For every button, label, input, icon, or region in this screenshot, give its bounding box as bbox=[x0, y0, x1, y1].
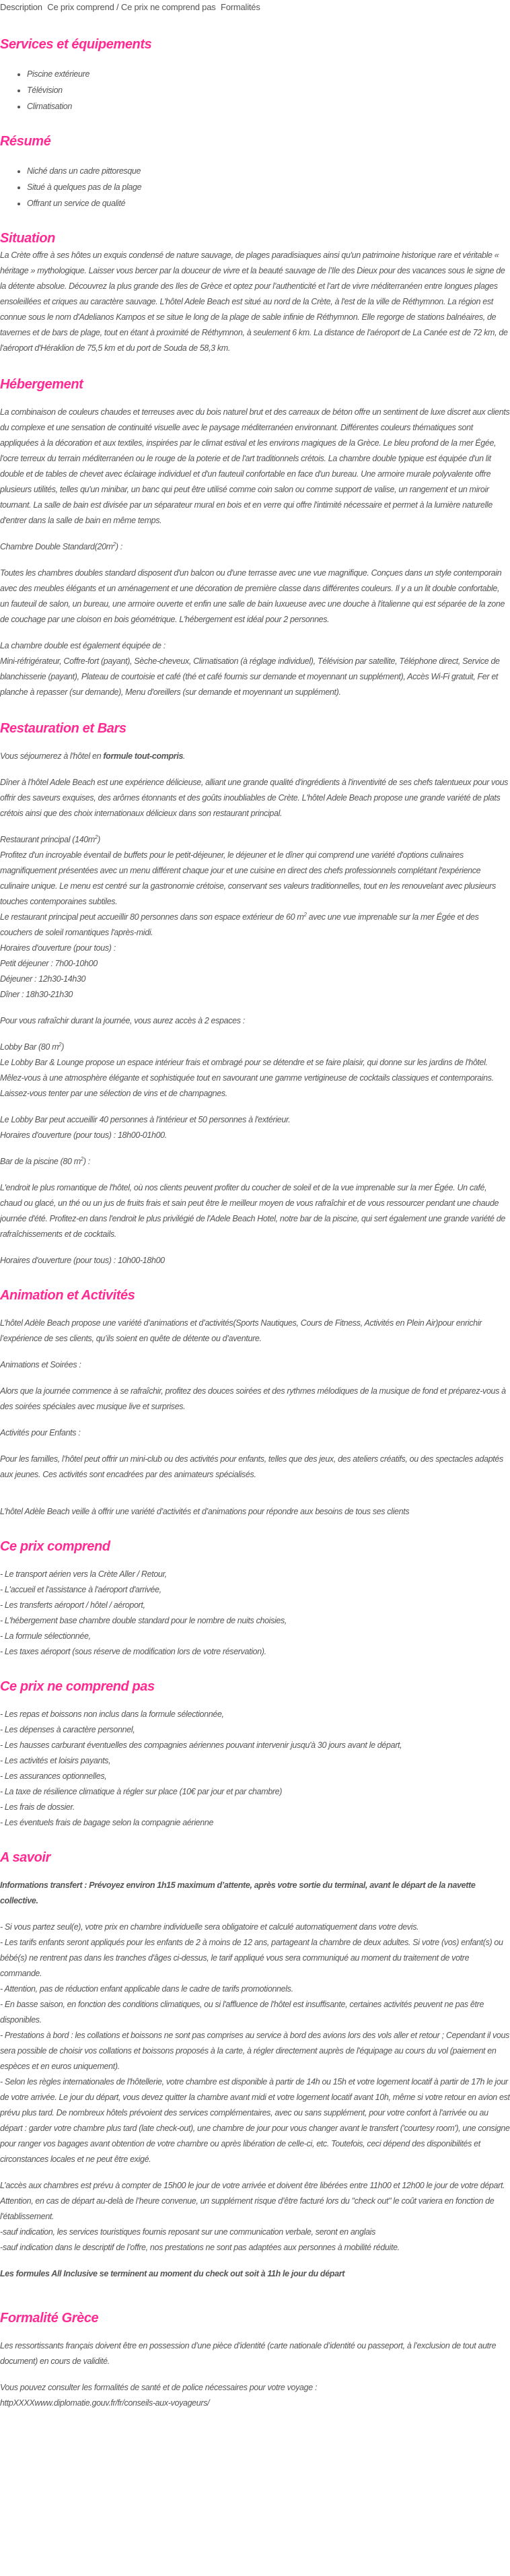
list-item: - Les frais de dossier. bbox=[0, 1802, 75, 1812]
list-item: • Situé à quelques pas de la plage bbox=[27, 179, 510, 195]
list-item: - La taxe de résilience climatique à régler sur place (10€ par jour et par chambre) bbox=[0, 1787, 283, 1796]
section-title-hebergement: Hébergement bbox=[0, 377, 83, 392]
list-item: - Les repas et boissons non inclus dans la formule sélectionnée, bbox=[0, 1709, 224, 1719]
section-ne-comprend bbox=[0, 1677, 510, 1831]
pool-title: Bar de la piscine (80 $m^2$) : bbox=[0, 1155, 90, 1166]
transfer-info: Informations transfert : Prévoyez environ 1h15 maximum d’attente, après votre sortie du terminal, avant le départ de la navette collective. bbox=[0, 1880, 476, 1905]
list-item: - Les éventuels frais de bagage selon la compagnie aérienne bbox=[0, 1818, 214, 1827]
access-item: -sauf indication, les services touristiques fournis reposant sur une communication verbale, seront en anglais bbox=[0, 2227, 375, 2237]
room-title: Chambre Double $Standard(20m^2)$ : bbox=[0, 541, 122, 551]
tab-formalites[interactable]: Formalités bbox=[220, 2, 260, 12]
section-title-resume: Résumé bbox=[0, 134, 51, 149]
section-restauration bbox=[0, 719, 510, 1268]
resume-list bbox=[0, 163, 510, 211]
animation-outro: L’hôtel Adèle Beach veille à offrir une variété d’activités et d’animations pour répondre aux besoins de tous ses clients bbox=[0, 1507, 410, 1516]
hours-lunch: Déjeuner : 12h30-14h30 bbox=[0, 974, 86, 984]
lobby-title: Lobby Bar (80 $m^2$) bbox=[0, 1041, 65, 1052]
equip-text: Mini-réfrigérateur, Coffre-fort (payant), Sèche-cheveux, Climatisation (à réglage individuel), Télévision par satellite, Téléphone direct, Service de blanchisserie (payant), Plateau de courtoisie et café (thé et café fournis sur demande et moyennant un supplément), Accès Wi-Fi gratuit, Fer et planche à repasser (sur demande), Menu d'oreillers (sur demande et moyennant un supplément). bbox=[0, 656, 500, 697]
soirees-label: Animations et Soirées : bbox=[0, 1360, 81, 1369]
formula-text: Vous séjournerez à l'hôtel en formule tout-compris. bbox=[0, 751, 186, 761]
formalite-text: Les ressortissants français doivent être en possession d’une pièce d’identité (carte nationale d’identité ou passeport, à l’exclusion de tout autre document) en cours de validité. bbox=[0, 2341, 497, 2366]
list-item: • Niché dans un cadre pittoresque bbox=[27, 163, 510, 179]
section-a-savoir bbox=[0, 1848, 510, 2282]
section-resume bbox=[0, 132, 510, 211]
hours-breakfast: Petit déjeuner : 7h00-10h00 bbox=[0, 959, 98, 968]
restauration-intro: Dîner à l'hôtel Adele Beach est une expérience délicieuse, alliant une grande qualité d'ingrédients à l'inventivité de ses chefs talentueux pour vous offrir des saveurs exquises, des arômes étonnants et des goûts inoubliables de Crète. L'hôtel Adele Beach propose une grande variété de plats crétois ainsi que des choix internationaux délicieux dans son restaurant principal. bbox=[0, 778, 509, 818]
pool-text: L'endroit le plus romantique de l'hôtel, où nos clients peuvent profiter du coucher de soleil et de la vue imprenable sur la mer Égée. Un café, chaud ou glacé, un thé ou un jus de fruits frais et sain peut être le meilleur moyen de vous rafraîchir et de vous ressourcer pendant une chaude journée d'été. Profitez-en dans l'endroit le plus privilégié de l'Adele Beach Hotel, notre bar de la piscine, qui sert également une grande variété de rafraîchissements et de cocktails. bbox=[0, 1183, 505, 1239]
section-title-ne-comprend: Ce prix ne comprend pas bbox=[0, 1679, 155, 1694]
list-item: - La formule sélectionnée, bbox=[0, 1631, 91, 1641]
section-title-animation: Animation et Activités bbox=[0, 1288, 135, 1303]
refresh-text: Pour vous rafraîchir durant la journée, vous aurez accès à 2 espaces : bbox=[0, 1016, 245, 1025]
note-item: - Les tarifs enfants seront appliqués pour les enfants de 2 à moins de 12 ans, partageant la chambre de deux adultes. Si votre (vos) enfant(s) ou bébé(s) ne rentrent pas dans les tranches d'âges ci-dessus, le tarif appliqué vous sera communiqué au moment du traitement de votre commande. bbox=[0, 1938, 503, 1978]
section-title-situation: Situation bbox=[0, 231, 55, 246]
formalite-link[interactable]: httpXXXXwww.diplomatie.gouv.fr/fr/conseils-aux-voyageurs/ bbox=[0, 2398, 210, 2408]
list-item: - L'hébergement base chambre double standard pour le nombre de nuits choisies, bbox=[0, 1616, 287, 1625]
section-title-comprend: Ce prix comprend bbox=[0, 1539, 110, 1554]
enfants-text: Pour les familles, l’hôtel peut offrir un mini-club ou des activités pour enfants, telles que des jeux, des ateliers créatifs, ou des spectacles adaptés aux jeunes. Ces activités sont encadrées par des animateurs spécialisés. bbox=[0, 1454, 503, 1479]
formalite-consult: Vous pouvez consulter les formalités de santé et de police nécessaires pour votre voyage : bbox=[0, 2383, 318, 2392]
tab-description[interactable]: Description bbox=[0, 2, 42, 12]
note-item: - Attention, pas de réduction enfant applicable dans le cadre de tarifs promotionnels. bbox=[0, 1984, 293, 1994]
pool-hours: Horaires d'ouverture (pour tous) : 10h00-18h00 bbox=[0, 1256, 165, 1265]
main-restaurant-title: Restaurant principal $(140m^2)$ bbox=[0, 834, 100, 844]
tab-prix[interactable]: Ce prix comprend / Ce prix ne comprend pas bbox=[47, 2, 216, 12]
list-item: - Les dépenses à caractère personnel, bbox=[0, 1725, 135, 1734]
equip-label: La chambre double est également équipée de : bbox=[0, 641, 166, 650]
note-item: - Prestations à bord : les collations et boissons ne sont pas comprises au service à bord des avions lors des vols aller et retour ; Cependant il vous sera possible de choisir vos collations et boissons proposés à la carte, à régler directement auprès de l'équipage au cours du vol (paiement en espèces et en euros uniquement). bbox=[0, 2031, 509, 2071]
room-text: Toutes les chambres doubles standard disposent d'un balcon ou d'une terrasse avec une vue magnifique. Conçues dans un style contemporain avec des meubles élégants et un aménagement et une décoration de première classe dans différentes couleurs. Il y a un lit double confortable, un fauteuil de salon, un bureau, une armoire ouverte et enfin une salle de bain luxueuse avec une douche à l'italienne qui est séparée de la zone de couchage par une cloison en bois géométrique. L'hébergement est idéal pour 2 personnes. bbox=[0, 568, 505, 624]
section-title-formalite: Formalité Grèce bbox=[0, 2311, 99, 2326]
note-item: - Si vous partez seul(e), votre prix en chambre individuelle sera obligatoire et calculé automatiquement dans votre devis. bbox=[0, 1922, 419, 1932]
section-formalite bbox=[0, 2309, 510, 2411]
note-item: - En basse saison, en fonction des conditions climatiques, ou si l'affluence de l'hôtel est insuffisante, certaines activités peuvent ne pas être disponibles. bbox=[0, 2000, 484, 2025]
hours-label: Horaires d'ouverture (pour tous) : bbox=[0, 943, 116, 953]
list-item: • Offrant un service de qualité bbox=[27, 195, 510, 211]
section-situation bbox=[0, 229, 510, 356]
list-item: • Climatisation bbox=[27, 98, 510, 114]
list-item: - Les taxes aéroport (sous réserve de modification lors de votre réservation). bbox=[0, 1647, 266, 1656]
hours-dinner: Dîner : 18h30-21h30 bbox=[0, 990, 73, 999]
list-item: - Les transferts aéroport / hôtel / aéroport, bbox=[0, 1600, 145, 1610]
section-animation bbox=[0, 1286, 510, 1520]
main-restaurant-capacity: Le restaurant principal peut accueillir 80 personnes dans son espace extérieur de 60 $m^2$ avec une vue imprenable sur la mer Égée et des couchers de soleil romantiques l'après-midi. bbox=[0, 911, 479, 937]
list-item: - Le transport aérien vers la Crète Aller / Retour, bbox=[0, 1569, 167, 1579]
soirees-text: Alors que la journée commence à se rafraîchir, profitez des douces soirées et des rythmes mélodiques de la musique de fond et préparez-vous à des soirées spéciales avec musique live et surprises. bbox=[0, 1386, 506, 1411]
list-item: • Piscine extérieure bbox=[27, 66, 510, 82]
section-services bbox=[0, 35, 510, 114]
note-item: - Selon les règles internationales de l'hôtellerie, votre chambre est disponible à partir de 14h ou 15h et votre logement locatif à partir de 17h le jour de votre arrivée. Le jour du départ, vous devez quitter la chambre avant midi et votre logement locatif avant 10h, même si votre retour en avion est prévu plus tard. De nombreux hôtels prévoient des services complémentaires, avec ou sans supplément, pour votre confort à l'arrivée ou au départ : garder votre chambre plus tard (late check-out), une chambre de jour pour vous changer avant le transfert ('courtesy room'), une consigne pour ranger vos bagages avant obtention de votre chambre ou après libération de celle-ci, etc. Toutefois, ceci dépend des disponibilités et circonstances locales et ne peut être exigé. bbox=[0, 2077, 510, 2164]
lobby-hours: Horaires d'ouverture (pour tous) : 18h00-01h00. bbox=[0, 1130, 167, 1140]
list-item: - L'accueil et l'assistance à l'aéroport d'arrivée, bbox=[0, 1585, 161, 1594]
section-title-services: Services et équipements bbox=[0, 37, 152, 52]
services-list bbox=[0, 66, 510, 114]
lobby-capacity: Le Lobby Bar peut accueillir 40 personnes à l'intérieur et 50 personnes à l'extérieur. bbox=[0, 1115, 291, 1124]
hebergement-intro: La combinaison de couleurs chaudes et terreuses avec du bois naturel brut et des carreaux de béton offre un sentiment de luxe discret aux clients du complexe et une sensation de continuité visuelle avec le paysage méditerranéen environnant. Différentes couleurs thématiques sont appliquées à la décoration et aux textiles, inspirées par le climat estival et les environs magiques de la Grèce. Le bleu profond de la mer Égée, l'ocre terreux du terrain méditerranéen ou le rouge de la poterie et de l'art traditionnels crétois. La chambre double typique est équipée d'un lit double et de tables de chevet avec éclairage individuel et d'un fauteuil confortable en face d'un bureau. Une armoire murale polyvalente offre plusieurs utilités, telles qu'un minibar, un banc qui peut être utilisé comme coin salon ou comme support de valise, un rangement et un miroir tournant. La salle de bain est divisée par un séparateur mural en bois et en verre qui offre l'intimité nécessaire et permet à la lumière naturelle d'entrer dans la salle de bain en même temps. bbox=[0, 407, 510, 525]
section-comprend bbox=[0, 1537, 510, 1660]
list-item: • Télévision bbox=[27, 82, 510, 98]
list-item: - Les assurances optionnelles, bbox=[0, 1771, 107, 1781]
section-hebergement bbox=[0, 375, 510, 700]
access-item: L’accès aux chambres est prévu à compter de 15h00 le jour de votre arrivée et doivent être libérées entre 11h00 et 12h00 le jour de votre départ. bbox=[0, 2181, 505, 2190]
enfants-label: Activités pour Enfants : bbox=[0, 1428, 81, 1437]
main-restaurant-text: Profitez d'un incroyable éventail de buffets pour le petit-déjeuner, le déjeuner et le dîner qui comprend une variété d'options culinaires magnifiquement présentées avec un menu différent chaque jour et une cuisine en direct des chefs professionnels complétant l'expérience culinaire unique. Le menu est centré sur la gastronomie crétoise, conservant ses valeurs traditionnelles, tout en les renouvelant avec plusieurs touches contemporaines subtiles. bbox=[0, 850, 496, 906]
situation-text: La Crète offre à ses hôtes un exquis condensé de nature sauvage, de plages paradisiaques ainsi qu'un patrimoine historique rare et véritable « héritage » mythologique. Laisser vous bercer par la douceur de vivre et la beauté sauvage de l’Ile des Dieux pour des vacances sous le signe de la détente absolue. Découvrez la plus grande des Iles de Grèce et optez pour l’authenticité et l’art de vivre méditerranéen entre longues plages ensoleillées et criques au caractère sauvage. L'hôtel Adele Beach est situé au nord de la Crète, à l'est de la ville de Réthymnon. La région est connue sous le nom d'Adelianos Kampos et se situe le long de la plage de sable infinie de Réthymnon. Elle regorge de stations balnéaires, de tavernes et de bars de plage, tout en étant à proximité de Réthymnon, à seulement 6 km. La distance de l'aéroport de La Canée est de 72 km, de l'aéroport d'Héraklion de 75,5 km et du port de Souda de 58,3 km. bbox=[0, 250, 508, 353]
all-inclusive-note: Les formules All Inclusive se terminent au moment du check out soit à 11h le jour du départ bbox=[0, 2269, 345, 2278]
access-item: -sauf indication dans le descriptif de l’offre, nos prestations ne sont pas adaptées aux personnes à mobilité réduite. bbox=[0, 2243, 400, 2252]
section-title-a-savoir: A savoir bbox=[0, 1850, 50, 1865]
list-item: - Les activités et loisirs payants, bbox=[0, 1756, 111, 1765]
access-item: Attention, en cas de départ au-delà de l’heure convenue, un supplément risque d’être facturé lors du "check out" le coût variera en fonction de l'établissement. bbox=[0, 2196, 495, 2221]
animation-intro: L’hôtel Adèle Beach propose une variété d’animations et d’activités(Sports Nautiques, Cours de Fitness, Activités en Plein Air)pour enrichir l’expérience de ses clients, qu’ils soient en quête de détente ou d’aventure. bbox=[0, 1318, 482, 1343]
lobby-text: Le Lobby Bar & Lounge propose un espace intérieur frais et ombragé pour se détendre et se faire plaisir, qui donne sur les jardins de l'hôtel. Mêlez-vous à une atmosphère élégante et sophistiquée tout en savourant une gamme vertigineuse de cocktails classiques et contemporains. Laissez-vous tenter par une sélection de vins et de champagnes. bbox=[0, 1058, 494, 1098]
tab-bar bbox=[0, 0, 510, 15]
list-item: - Les hausses carburant éventuelles des compagnies aériennes pouvant intervenir jusqu'à 30 jours avant le départ, bbox=[0, 1740, 402, 1750]
section-title-restauration: Restauration et Bars bbox=[0, 721, 126, 736]
